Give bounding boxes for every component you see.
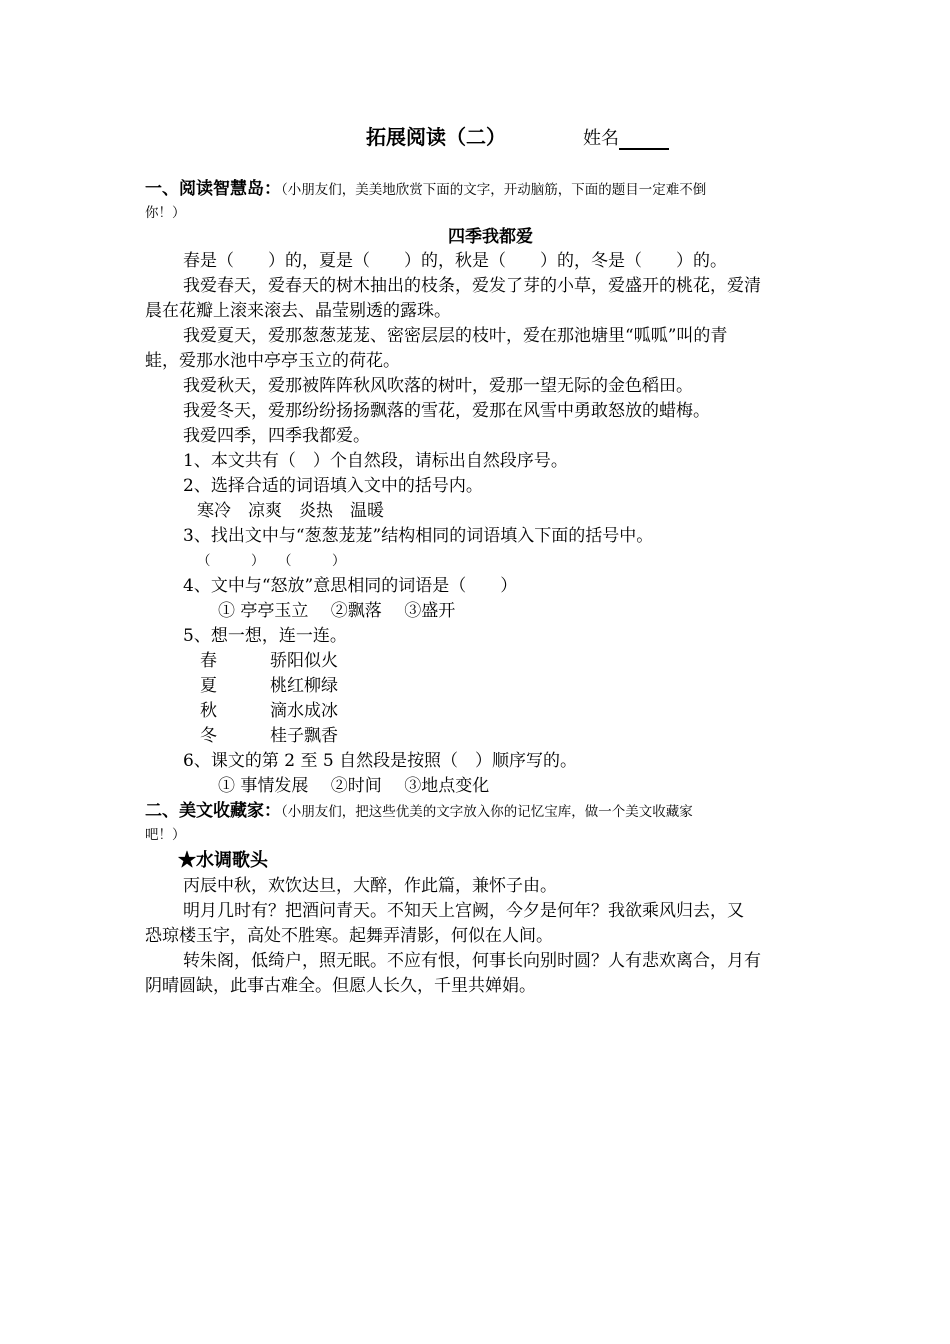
match-season: 秋 bbox=[200, 701, 217, 721]
question-6-options: ① 事情发展 ②时间 ③地点变化 bbox=[218, 776, 490, 796]
poem-line: 明月几时有？把酒问青天。不知天上宫阙，今夕是何年？我欲乘风归去，又 bbox=[183, 901, 744, 921]
match-row bbox=[200, 675, 338, 697]
name-field bbox=[583, 128, 669, 150]
match-season: 夏 bbox=[200, 676, 217, 696]
question-4: 4、文中与“怒放”意思相同的词语是（ ） bbox=[183, 576, 518, 596]
question-4-options: ① 亭亭玉立 ②飘落 ③盛开 bbox=[218, 601, 456, 621]
poem-line: 丙辰中秋，欢饮达旦，大醉，作此篇，兼怀子由。 bbox=[183, 876, 557, 896]
poem-line: 阴晴圆缺，此事古难全。但愿人长久，千里共婵娟。 bbox=[145, 976, 536, 996]
section1-note: （小朋友们，美美地欣赏下面的文字，开动脑筋，下面的题目一定难不倒 bbox=[281, 182, 707, 198]
match-row bbox=[200, 725, 338, 747]
name-blank[interactable] bbox=[619, 130, 669, 150]
section1-heading: 一、阅读智慧岛： bbox=[145, 179, 281, 199]
poem-title: ★水调歌头 bbox=[178, 850, 268, 871]
match-phrase: 桂子飘香 bbox=[270, 726, 338, 746]
question-5: 5、想一想，连一连。 bbox=[183, 626, 347, 646]
poem-line: 恐琼楼玉宇，高处不胜寒。起舞弄清影，何似在人间。 bbox=[145, 926, 553, 946]
question-2: 2、选择合适的词语填入文中的括号内。 bbox=[183, 476, 483, 496]
passage-line: 春是（ ）的，夏是（ ）的，秋是（ ）的，冬是（ ）的。 bbox=[183, 251, 727, 271]
question-3: 3、找出文中与“葱葱茏茏”结构相同的词语填入下面的括号中。 bbox=[183, 526, 654, 546]
name-label: 姓名 bbox=[583, 128, 619, 149]
passage-line: 我爱秋天，爱那被阵阵秋风吹落的树叶，爱那一望无际的金色稻田。 bbox=[183, 376, 693, 396]
question-3-blanks[interactable]: （ ） （ ） bbox=[197, 553, 346, 569]
section2-note-cont: 吧！） bbox=[145, 827, 186, 843]
match-phrase: 骄阳似火 bbox=[270, 651, 338, 671]
question-6: 6、课文的第 2 至 5 自然段是按照（ ）顺序写的。 bbox=[183, 751, 578, 771]
passage-line: 晨在花瓣上滚来滚去、晶莹剔透的露珠。 bbox=[145, 301, 451, 321]
section2-heading: 二、美文收藏家： bbox=[145, 801, 281, 821]
match-phrase: 滴水成冰 bbox=[270, 701, 338, 721]
section2-header bbox=[145, 800, 693, 823]
match-row bbox=[200, 700, 338, 722]
question-1: 1、本文共有（ ）个自然段，请标出自然段序号。 bbox=[183, 451, 568, 471]
passage-title: 四季我都爱 bbox=[448, 227, 533, 247]
match-row bbox=[200, 650, 338, 672]
match-season: 春 bbox=[200, 651, 217, 671]
match-season: 冬 bbox=[200, 726, 217, 746]
page-title: 拓展阅读（二） bbox=[366, 125, 506, 149]
section1-note-cont: 你！） bbox=[145, 205, 186, 221]
question-2-words: 寒冷 凉爽 炎热 温暖 bbox=[197, 501, 384, 521]
passage-line: 我爱四季，四季我都爱。 bbox=[183, 426, 370, 446]
match-phrase: 桃红柳绿 bbox=[270, 676, 338, 696]
poem-line: 转朱阁，低绮户，照无眠。不应有恨，何事长向别时圆？人有悲欢离合，月有 bbox=[183, 951, 761, 971]
passage-line: 蛙，爱那水池中亭亭玉立的荷花。 bbox=[145, 351, 400, 371]
section1-header bbox=[145, 178, 706, 201]
passage-line: 我爱冬天，爱那纷纷扬扬飘落的雪花，爱那在风雪中勇敢怒放的蜡梅。 bbox=[183, 401, 710, 421]
passage-line: 我爱夏天，爱那葱葱茏茏、密密层层的枝叶，爱在那池塘里“呱呱”叫的青 bbox=[183, 326, 728, 346]
section2-note: （小朋友们，把这些优美的文字放入你的记忆宝库，做一个美文收藏家 bbox=[281, 804, 693, 820]
passage-line: 我爱春天，爱春天的树木抽出的枝条，爱发了芽的小草，爱盛开的桃花，爱清 bbox=[183, 276, 761, 296]
